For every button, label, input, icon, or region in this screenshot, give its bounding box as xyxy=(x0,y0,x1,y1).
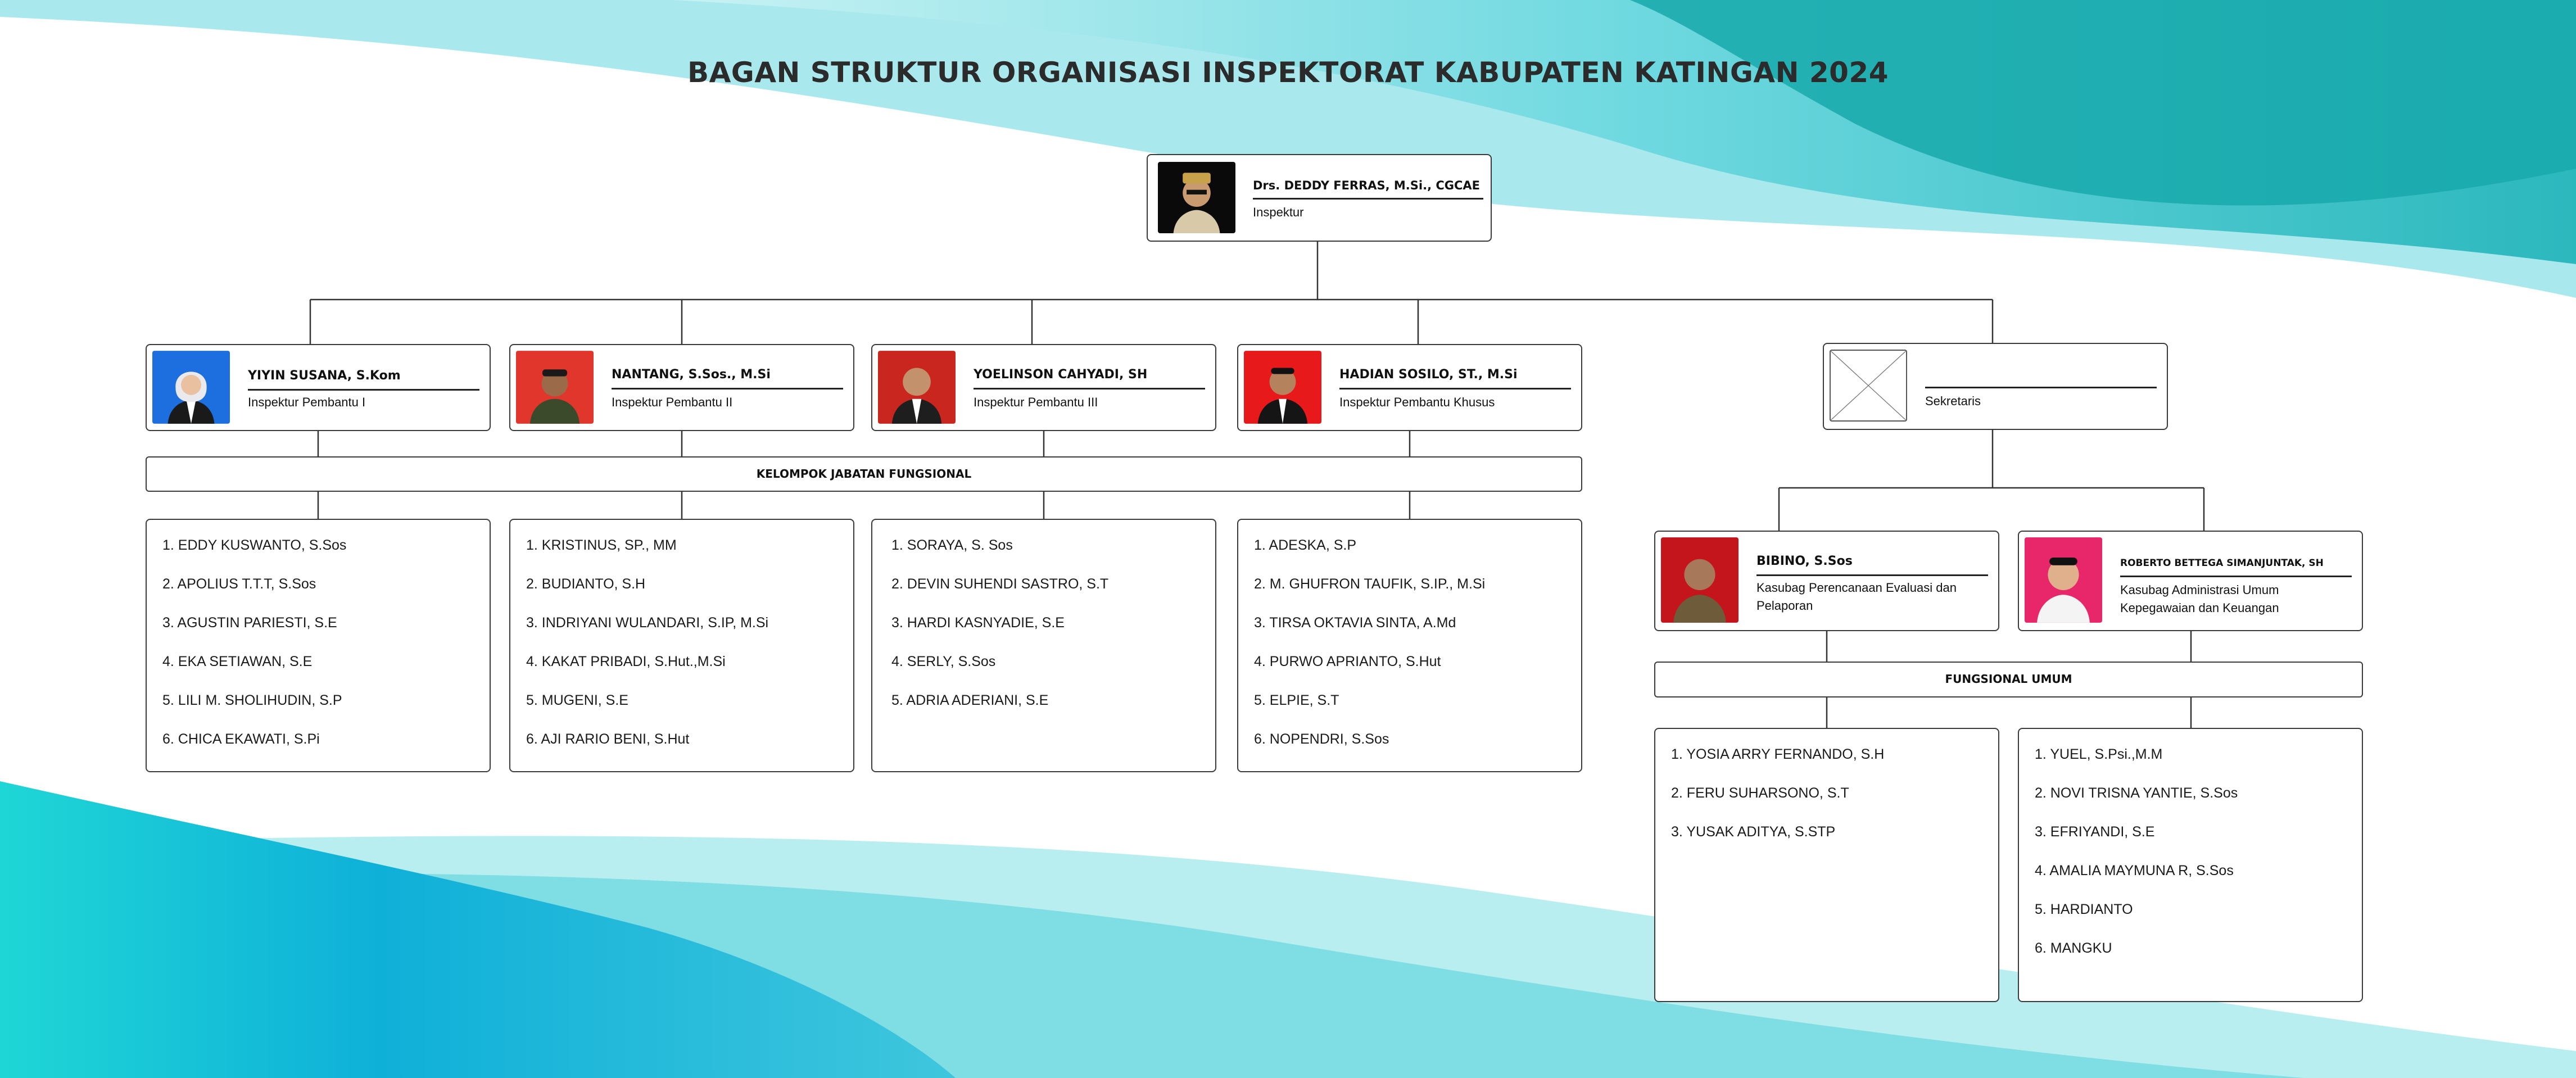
kasubag-umum-photo xyxy=(2025,537,2102,623)
fungsional-list-2 xyxy=(509,519,854,772)
list-item: 1. EDDY KUSWANTO, S.Sos xyxy=(162,537,347,553)
list-item: 6. MANGKU xyxy=(2035,940,2112,956)
kelompok-jabatan-fungsional-bar: KELOMPOK JABATAN FUNGSIONAL xyxy=(146,456,1582,492)
list-item: 4. EKA SETIAWAN, S.E xyxy=(162,654,313,669)
list-item: 5. ELPIE, S.T xyxy=(1254,692,1339,708)
sekretaris-photo-placeholder xyxy=(1830,350,1907,422)
name-underline xyxy=(1925,387,2157,388)
irban-khusus-name: HADIAN SOSILO, ST., M.Si xyxy=(1339,368,1518,382)
umum-list-2 xyxy=(2018,728,2363,1002)
irban-2-card xyxy=(509,344,854,431)
list-item: 4. KAKAT PRIBADI, S.Hut.,M.Si xyxy=(526,654,726,669)
irban-2-role: Inspektur Pembantu II xyxy=(612,395,733,409)
list-item: 2. M. GHUFRON TAUFIK, S.IP., M.Si xyxy=(1254,576,1486,592)
name-underline xyxy=(612,388,843,389)
irban-khusus-role: Inspektur Pembantu Khusus xyxy=(1339,395,1495,409)
list-item: 5. LILI M. SHOLIHUDIN, S.P xyxy=(162,692,342,708)
name-underline xyxy=(1339,388,1571,389)
irban-3-name: YOELINSON CAHYADI, SH xyxy=(974,368,1148,382)
list-item: 5. HARDIANTO xyxy=(2035,902,2133,917)
list-item: 3. TIRSA OKTAVIA SINTA, A.Md xyxy=(1254,615,1456,631)
inspektur-card xyxy=(1147,154,1492,242)
list-item: 2. FERU SUHARSONO, S.T xyxy=(1671,785,1849,801)
list-item: 5. MUGENI, S.E xyxy=(526,692,628,708)
kasubag-umum-name: ROBERTO BETTEGA SIMANJUNTAK, SH xyxy=(2120,558,2324,569)
kasubag-pep-role: Kasubag Perencanaan Evaluasi dan Pelaporan xyxy=(1756,581,1957,613)
name-underline xyxy=(1253,198,1483,200)
name-underline xyxy=(974,388,1205,389)
fungsional-umum-bar: FUNGSIONAL UMUM xyxy=(1654,662,2363,697)
fungsional-list-1 xyxy=(146,519,491,772)
irban-khusus-photo xyxy=(1244,351,1321,424)
list-item: 2. BUDIANTO, S.H xyxy=(526,576,646,592)
list-item: 6. NOPENDRI, S.Sos xyxy=(1254,731,1389,747)
list-item: 1. YUEL, S.Psi.,M.M xyxy=(2035,746,2163,762)
irban-1-role: Inspektur Pembantu I xyxy=(248,395,366,409)
list-item: 4. SERLY, S.Sos xyxy=(891,654,996,669)
list-item: 6. AJI RARIO BENI, S.Hut xyxy=(526,731,690,747)
name-underline xyxy=(2120,576,2352,577)
list-item: 3. EFRIYANDI, S.E xyxy=(2035,824,2155,840)
list-item: 1. SORAYA, S. Sos xyxy=(891,537,1013,553)
inspektur-photo xyxy=(1158,162,1235,233)
fungsional-list-4 xyxy=(1237,519,1582,772)
kasubag-pep-photo xyxy=(1661,537,1739,623)
irban-2-photo xyxy=(516,351,594,424)
list-item: 6. CHICA EKAWATI, S.Pi xyxy=(162,731,320,747)
list-item: 1. YOSIA ARRY FERNANDO, S.H xyxy=(1671,746,1885,762)
sekretaris-card xyxy=(1823,343,2168,430)
fungsional-list-3 xyxy=(871,519,1216,772)
list-item: 4. PURWO APRIANTO, S.Hut xyxy=(1254,654,1441,669)
irban-1-photo xyxy=(152,351,230,424)
irban-3-role: Inspektur Pembantu III xyxy=(974,395,1098,409)
inspektur-role: Inspektur xyxy=(1253,205,1304,219)
irban-1-card xyxy=(146,344,491,431)
list-item: 4. AMALIA MAYMUNA R, S.Sos xyxy=(2035,863,2234,878)
umum-list-1 xyxy=(1654,728,1999,1002)
list-item: 2. NOVI TRISNA YANTIE, S.Sos xyxy=(2035,785,2238,801)
list-item: 3. YUSAK ADITYA, S.STP xyxy=(1671,824,1836,840)
inspektur-name: Drs. DEDDY FERRAS, M.Si., CGCAE xyxy=(1253,179,1481,192)
kasubag-umum-card xyxy=(2018,531,2363,631)
kasubag-pep-card xyxy=(1654,531,1999,631)
list-item: 1. ADESKA, S.P xyxy=(1254,537,1357,553)
list-item: 5. ADRIA ADERIANI, S.E xyxy=(891,692,1049,708)
irban-3-photo xyxy=(878,351,956,424)
kasubag-umum-role: Kasubag Administrasi Umum Kepegawaian dan Keuangan xyxy=(2120,583,2279,615)
name-underline xyxy=(1756,574,1988,576)
list-item: 2. DEVIN SUHENDI SASTRO, S.T xyxy=(891,576,1109,592)
list-item: 3. AGUSTIN PARIESTI, S.E xyxy=(162,615,337,631)
chart-title: BAGAN STRUKTUR ORGANISASI INSPEKTORAT KABUPATEN KATINGAN 2024 xyxy=(687,56,1889,89)
sekretaris-role: Sekretaris xyxy=(1925,394,1981,408)
kasubag-pep-name: BIBINO, S.Sos xyxy=(1756,554,1853,568)
irban-khusus-card xyxy=(1237,344,1582,431)
list-item: 3. INDRIYANI WULANDARI, S.IP, M.Si xyxy=(526,615,769,631)
list-item: 3. HARDI KASNYADIE, S.E xyxy=(891,615,1065,631)
irban-2-name: NANTANG, S.Sos., M.Si xyxy=(612,368,771,382)
irban-3-card xyxy=(871,344,1216,431)
list-item: 1. KRISTINUS, SP., MM xyxy=(526,537,677,553)
list-item: 2. APOLIUS T.T.T, S.Sos xyxy=(162,576,316,592)
irban-1-name: YIYIN SUSANA, S.Kom xyxy=(248,369,401,383)
name-underline xyxy=(248,389,479,391)
